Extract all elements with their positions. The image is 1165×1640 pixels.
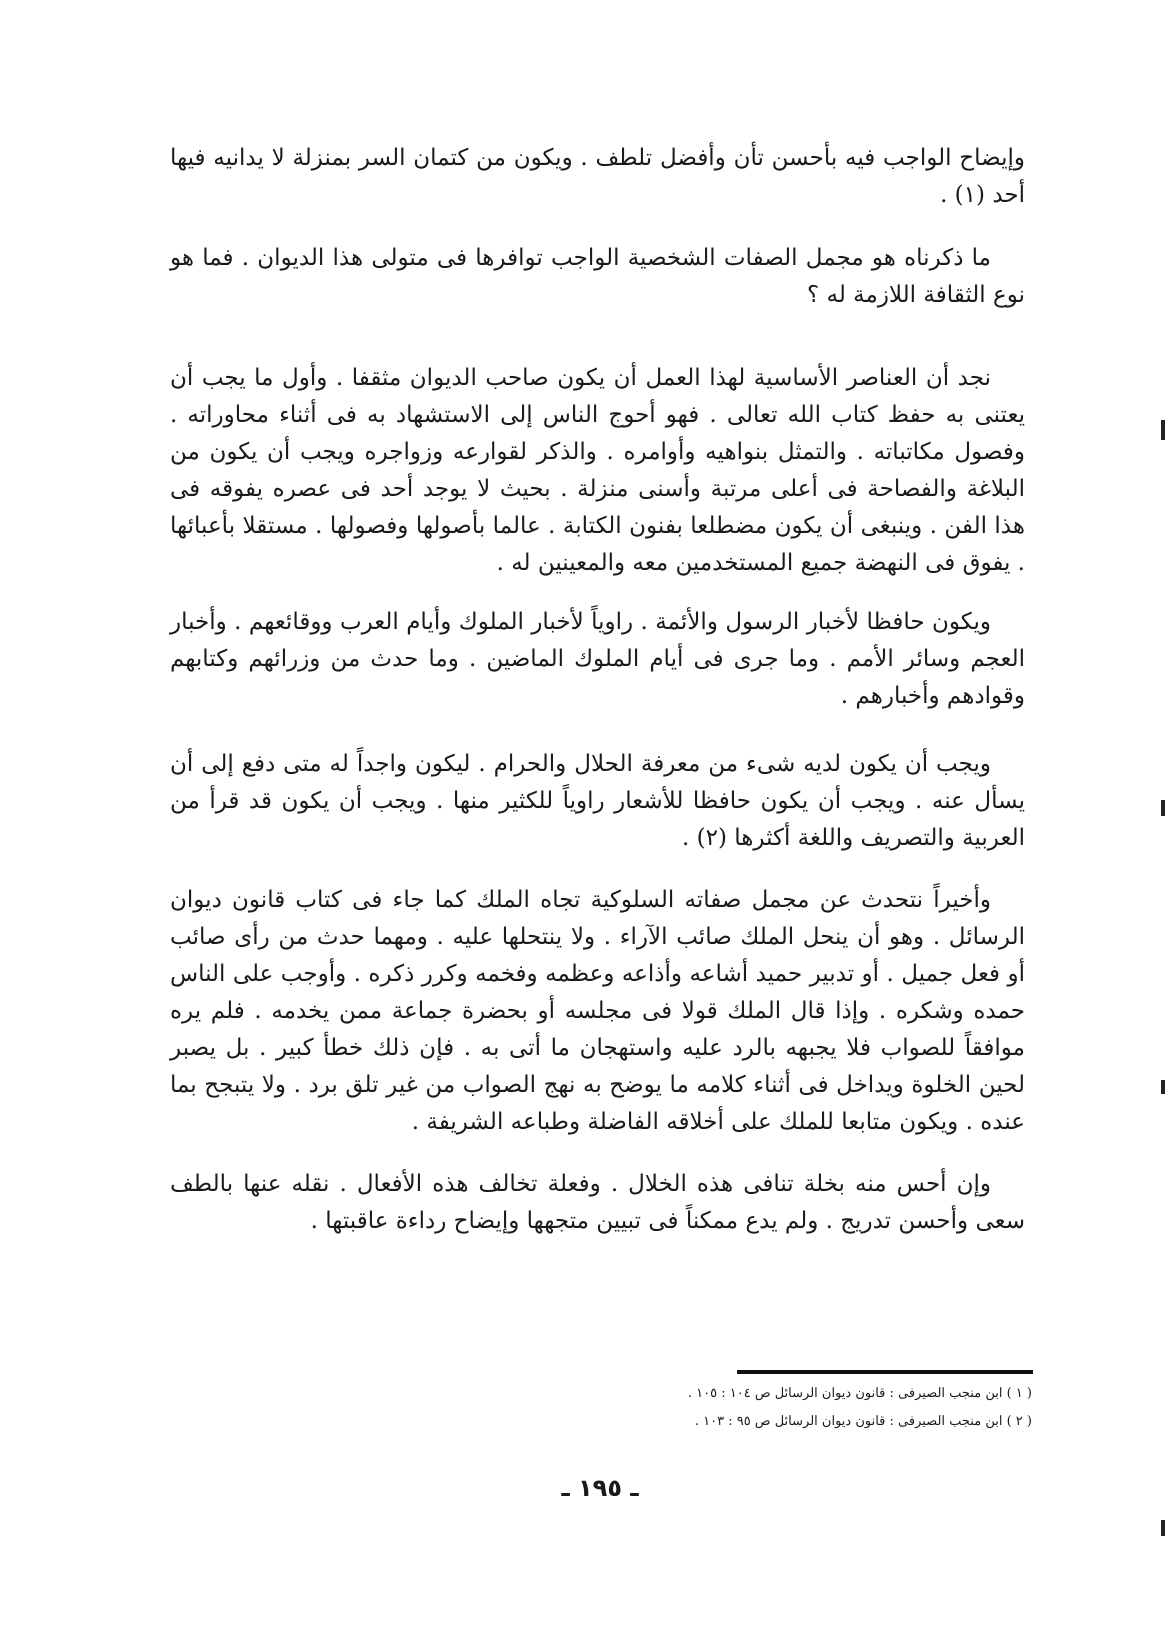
paragraph-3 (170, 360, 1025, 582)
footnote-2: ( ٢ ) ابن منجب الصيرفى : قانون ديوان الرسائل ص ٩٥ : ١٠٣ . (694, 1414, 1032, 1429)
paragraph-text: وإيضاح الواجب فيه بأحسن تأن وأفضل تلطف . ويكون من كتمان السر بمنزلة لا يدانيه فيها أحد (١) . (170, 145, 1025, 208)
scan-edge-mark (1161, 1080, 1165, 1094)
paragraph-5 (170, 746, 1025, 857)
paragraph-4 (170, 604, 1025, 715)
scan-edge-mark (1161, 800, 1165, 816)
paragraph-1 (170, 140, 1025, 214)
paragraph-2 (170, 240, 1025, 314)
paragraph-text: ويكون حافظا لأخبار الرسول والأئمة . راوياً لأخبار الملوك وأيام العرب ووقائعهم . وأخبار العجم وسائر الأمم . وما جرى فى أيام الملوك الماضين . وما حدث من وزرائهم وكتابهم وقوادهم وأخبارهم . (170, 609, 1025, 709)
paragraph-text: نجد أن العناصر الأساسية لهذا العمل أن يكون صاحب الديوان مثقفا . وأول ما يجب أن يعتنى به حفظ كتاب الله تعالى . فهو أحوج الناس إلى الاستشهاد به فى أثناء محاوراته . وفصول مكاتباته . والتمثل بنواهيه وأوامره . والذكر لقوارعه وزواجره ويجب أن يكون من البلاغة والفصاحة فى أعلى مرتبة وأسنى منزلة . بحيث لا يوجد أحد فى عصره يفوقه فى هذا الفن . وينبغى أن يكون مضطلعا بفنون الكتابة . عالما بأصولها وفصولها . مستقلا بأعبائها . يفوق فى النهضة جميع المستخدمين معه والمعينين له . (170, 365, 1025, 576)
paragraph-text: ويجب أن يكون لديه شىء من معرفة الحلال والحرام . ليكون واجداً له متى دفع إلى أن يسأل عنه . ويجب أن يكون حافظا للأشعار راوياً للكثير منها . ويجب أن يكون قد قرأ من العربية والتصريف واللغة أكثرها (٢) . (170, 751, 1025, 851)
paragraph-text: ما ذكرناه هو مجمل الصفات الشخصية الواجب توافرها فى متولى هذا الديوان . فما هو نوع الثقافة اللازمة له ؟ (170, 245, 1025, 308)
paragraph-7 (170, 1166, 1025, 1240)
paragraph-6 (170, 882, 1025, 1141)
footnote-1: ( ١ ) ابن منجب الصيرفى : قانون ديوان الرسائل ص ١٠٤ : ١٠٥ . (687, 1386, 1032, 1401)
scan-edge-mark (1161, 1520, 1165, 1536)
footnote-divider (737, 1370, 1033, 1374)
paragraph-text: وإن أحس منه بخلة تنافى هذه الخلال . وفعلة تخالف هذه الأفعال . نقله عنها بالطف سعى وأحسن تدريج . ولم يدع ممكناً فى تبيين متجهها وإيضاح رداءة عاقبتها . (170, 1171, 1025, 1234)
page-number: ـ ١٩٥ ـ (561, 1474, 639, 1502)
scan-edge-mark (1161, 420, 1165, 440)
paragraph-text: وأخيراً نتحدث عن مجمل صفاته السلوكية تجاه الملك كما جاء فى كتاب قانون ديوان الرسائل . وهو أن ينحل الملك صائب الآراء . ولا ينتحلها عليه . ومهما حدث من رأى صائب أو فعل جميل . أو تدبير حميد أشاعه وأذاعه وعظمه وفخمه وكرر ذكره . وأوجب على الناس حمده وشكره . وإذا قال الملك قولا فى مجلسه أو بحضرة جماعة ممن يخدمه . فلم يره موافقاً للصواب فلا يجبهه بالرد عليه واستهجان ما أتى به . فإن ذلك خطأ كبير . بل يصبر لحين الخلوة ويداخل فى أثناء كلامه ما يوضح به نهج الصواب من غير تلق برد . ولا يتبجح بما عنده . ويكون متابعا للملك على أخلاقه الفاضلة وطباعه الشريفة . (170, 887, 1025, 1135)
footnotes (560, 1380, 1032, 1436)
